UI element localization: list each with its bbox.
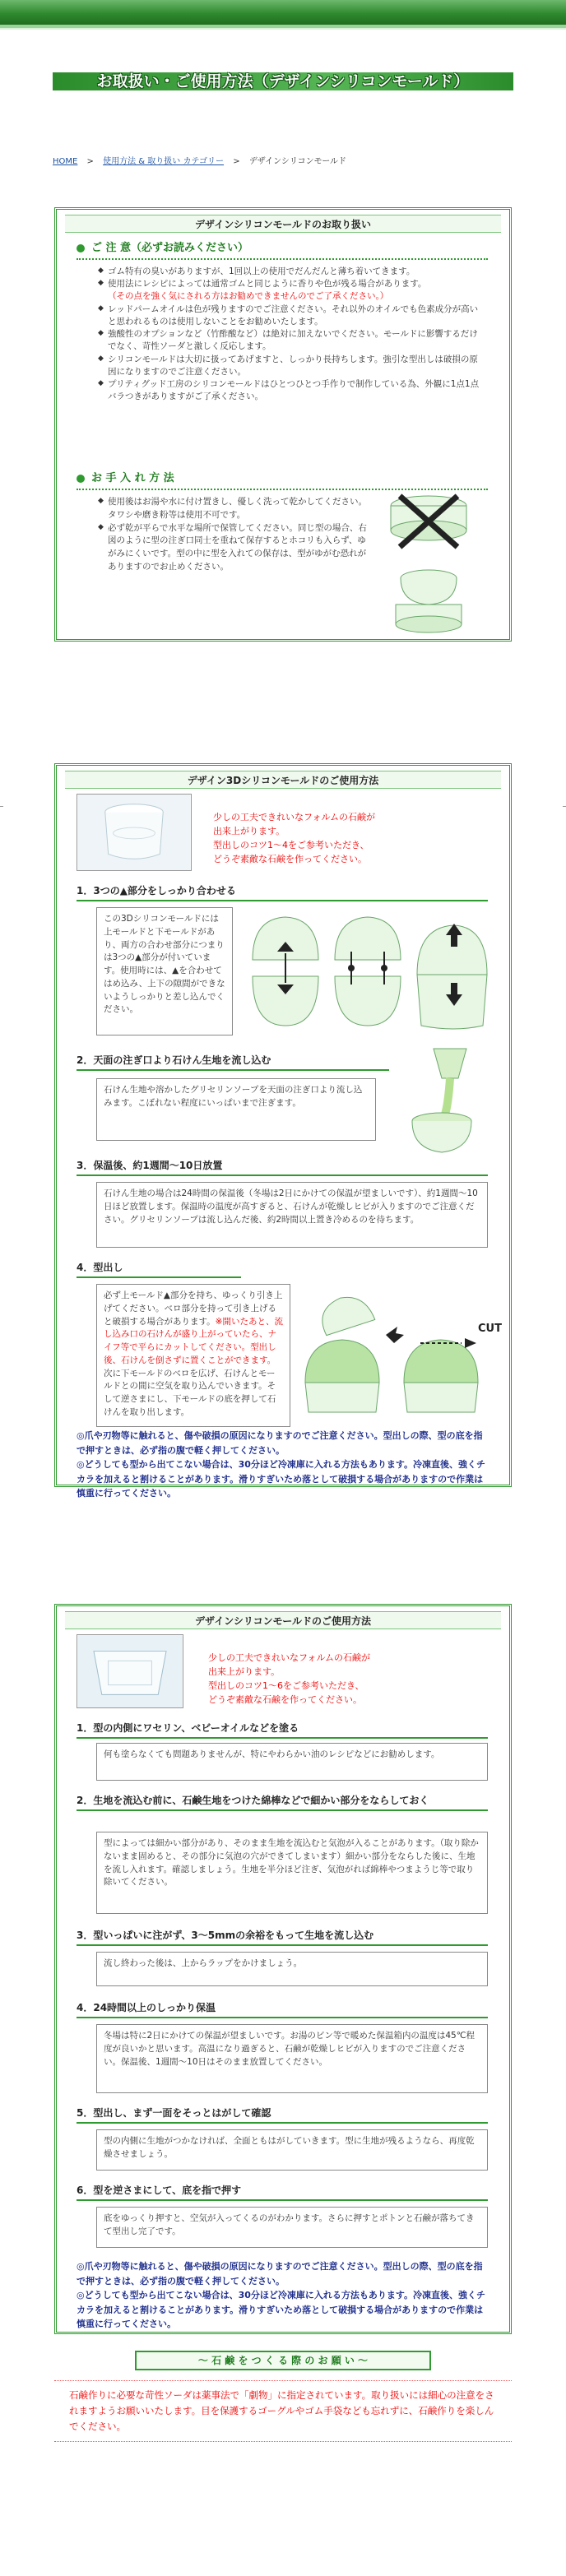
step-box: 何も塗らなくても問題ありませんが、特にやわらかい油のレシピなどにお勧めします。 (96, 1743, 488, 1781)
step-box: この3Dシリコンモールドには上モールドと下モールドがあり、両方の合わせ部分につまりは3つの▲部分が付いています。使用時には、▲を合わせてはめ込み、上下の隙間ができないようしっかりと差し込んでください。 (96, 907, 233, 1035)
breadcrumb-separator: > (86, 157, 94, 166)
margin-mark (563, 806, 566, 807)
unmolding-illustration (297, 1292, 502, 1415)
step-box: 型によっては細かい部分があり、そのまま生地を流込むと気泡が入ることがあります。（取り除かないまま固めると、その部分に気泡の穴ができてしまいます）細かい部分をならした後に、生地を流し入れます。確認しましょう。生地を半分ほど注ぎ、気泡がれば綿棒やつまようじ等で取り除いてください。 (96, 1832, 488, 1914)
header-bar (0, 0, 566, 25)
top-banner (0, 0, 566, 30)
caution-item: ◆ 使用法にレシピによっては通常ゴムと同じように香りや色が残る場合があります。 （その点を強く気にされる方はお勧めできませんのでご了承ください。） (98, 278, 485, 303)
breadcrumb-current: デザインシリコンモールド (248, 157, 347, 166)
section-header: デザインシリコンモールドのご使用方法 (65, 1611, 501, 1629)
breadcrumb-home-link[interactable]: HOME (53, 157, 78, 166)
caution-item: ◆ 強酸性のオプションなど（竹酢酸など）は絶対に加えないでください。モールドに影響するだけでなく、苛性ソーダと激しく反応します。 (98, 328, 485, 353)
caution-item: ◆ シリコンモールドは大切に扱ってあげますと、しっかり長持ちします。強引な型出しは破損の原因になりますのでご注意ください。 (98, 354, 485, 378)
step-box: 石けん生地の場合は24時間の保温後（冬場は2日にかけての保温が望ましいです）、約1週間〜10日ほど放置します。保温時の温度が高すぎると、石けんが乾燥しヒビが入りますのでご注意ください。グリセリンソープは流し込んだ後、約2時間以上置き冷めるのを待ちます。 (96, 1182, 488, 1248)
page-title-banner (53, 67, 513, 92)
care-item: ◆ 使用後はお湯や水に付け置きし、優しく洗って乾かしてください。タワシや磨き粉等は使用不可です。 (98, 496, 369, 522)
step-title: 3．型いっぱいに注がず、3〜5mmの余裕をもって生地を流し込む (77, 1929, 488, 1946)
step-title: 3．保温後、約1週間〜10日放置 (77, 1159, 488, 1176)
caution-item: ◆ ゴム特有の臭いがありますが、1回以上の使用でだんだんと薄ち着いてきます。 (98, 266, 485, 278)
request-text: 石鹸作りに必要な苛性ソーダは薬事法で「劇物」に指定されています。取り扱いには細心の注意をされますようお願いいたします。目を保護するゴーグルやゴム手袋なども忘れずに、石鹸作りを楽しんでください。 (54, 2380, 512, 2442)
section-header: デザインシリコンモールドのお取り扱い (65, 215, 501, 233)
step-box: 必ず上モールド▲部分を持ち、ゆっくり引き上げてください。ベロ部分を持って引き上げると破損する場合があります。※開いたあと、流し込み口の石けんが盛り上がっていたら、ナイフ等で平らにカットしてください。型出し後、石けんを倒さずに置くことができます。次に下モールドのベロを広げ、石けんとモールドとの間に空気を取り込んでいきます。そして逆さまにし、下モールドの底を押して石けんを取り出します。 (96, 1284, 290, 1427)
breadcrumb-separator: > (233, 157, 240, 166)
step-title: 4．型出し (77, 1261, 241, 1278)
note-text: ◎爪や刃物等に触れると、傷や破損の原因になりますのでご注意ください。型出しの際、型の底を指で押すときは、必ず指の腹で軽く押してください。 ◎どうしても型から出てこない場合は、30分ほど冷凍庫に入れる方法もあります。冷凍直後、強くチカラを加えると割けることがあります。滑りすぎいため落として破損する場合がありますので作業は慎重に行ってください。 (77, 1430, 486, 1499)
caution-underline (77, 258, 488, 260)
section-mold-usage (54, 1604, 512, 2334)
caution-heading (77, 241, 488, 260)
caution-item: ◆ レッドパームオイルは色が残りますのでご注意ください。それ以外のオイルでも色素成分が高いと思われるものは使用しないことをお勧めいたします。 (98, 303, 485, 328)
caution-item: ◆ プリティグッド工房のシリコンモールドはひとつひとつ手作りで制作している為、外観に1点1点バラつきがありますがご了承ください。 (98, 378, 485, 403)
intro-text: 少しの工夫できれいなフォルムの石鹸が 出来上がります。 型出しのコツ1〜6をご参考いただき、 どうぞ素敵な石鹸を作ってください。 (208, 1652, 371, 1706)
section-3d-mold-usage (54, 763, 512, 1499)
section-request (54, 2351, 512, 2482)
section-header: デザイン3Dシリコンモールドのご使用方法 (65, 771, 501, 789)
care-title: お 手 入 れ 方 法 (77, 471, 488, 487)
step-box: 型の内側に生地がつかなければ、全面ともはがしていきます。型に生地が残るようなら、再度乾燥させましょう。 (96, 2129, 488, 2171)
margin-mark (0, 806, 3, 807)
care-list (98, 496, 369, 574)
page-title: お取扱い・ご使用方法（デザインシリコンモールド） (96, 72, 470, 90)
step-title: 4．24時間以上のしっかり保温 (77, 2001, 488, 2018)
step-title: 2．天面の注ぎ口より石けん生地を流し込む (77, 1054, 389, 1071)
3d-mold-photo (77, 794, 192, 871)
step-title: 1．3つの▲部分をしっかり合わせる (77, 884, 488, 901)
step-title: 1．型の内側にワセリン、ベビーオイルなどを塗る (77, 1721, 488, 1739)
mold-photo (77, 1634, 183, 1708)
step-box: 石けん生地や溶かしたグリセリンソープを天面の注ぎ口より流し込みます。こぼれない程度にいっぱいまで注ぎます。 (96, 1078, 376, 1141)
header-stripe-light (0, 28, 566, 30)
step-box: 底をゆっくり押すと、空気が入ってくるのがわかります。さらに押すとポトンと石鹸が落ちてきて型出し完了です。 (96, 2207, 488, 2248)
step-box: 流し終わった後は、上からラップをかけましょう。 (96, 1952, 488, 1986)
mold-alignment-illustration (244, 902, 491, 1042)
cut-label: CUT (478, 1323, 502, 1335)
note-text: ◎爪や刃物等に触れると、傷や破損の原因になりますのでご注意ください。型出しの際、型の底を指で押すときは、必ず指の腹で軽く押してください。 ◎どうしても型から出てこない場合は、30分ほど冷凍庫に入れる方法もあります。冷凍直後、強くチカラを加えると割けることがあります。滑りすぎいため落として破損する場合がありますので作業は慎重に行ってください。 (77, 2261, 486, 2330)
request-header: 〜 石 鹸 を つ く る 際 の お 願 い 〜 (135, 2351, 431, 2370)
section-handling (54, 207, 512, 642)
pouring-illustration (392, 1045, 491, 1161)
care-item: ◆ 必ず乾が平らで水平な場所で保管してください。同じ型の場合、右図のように型の注ぎ口同士を重ねて保存するとホコリも入らず、ゆがみにくいです。型の中に型を入れての保存は、型がゆがむ恐れがありますのでお止めください。 (98, 522, 369, 574)
storage-illustration (379, 489, 478, 637)
caution-list (98, 266, 485, 403)
breadcrumb (53, 156, 346, 169)
step-title: 5．型出し、まず一面をそっとはがして確認 (77, 2106, 488, 2124)
step-box: 冬場は特に2日にかけての保温が望ましいです。お湯のビン等で暖めた保温箱内の温度は45℃程度が良いかと思います。高温になり過ぎると、石鹸が乾燥しヒビが入りますのでご注意ください。保温後、1週間〜10日はそのまま放置してください。 (96, 2024, 488, 2093)
care-heading (77, 471, 488, 490)
step-title: 6．型を逆さまにして、底を指で押す (77, 2184, 488, 2201)
breadcrumb-category-link[interactable]: 使用方法 & 取り扱い カテゴリー (103, 157, 225, 166)
intro-text: 少しの工夫できれいなフォルムの石鹸が 出来上がります。 型出しのコツ1〜4をご参考いただき、 どうぞ素敵な石鹸を作ってください。 (213, 812, 376, 865)
step-title: 2．生地を流込む前に、石鹸生地をつけた綿棒などで細かい部分をならしておく (77, 1794, 488, 1811)
caution-title: ご 注 意（必ずお読みください） (77, 241, 488, 257)
